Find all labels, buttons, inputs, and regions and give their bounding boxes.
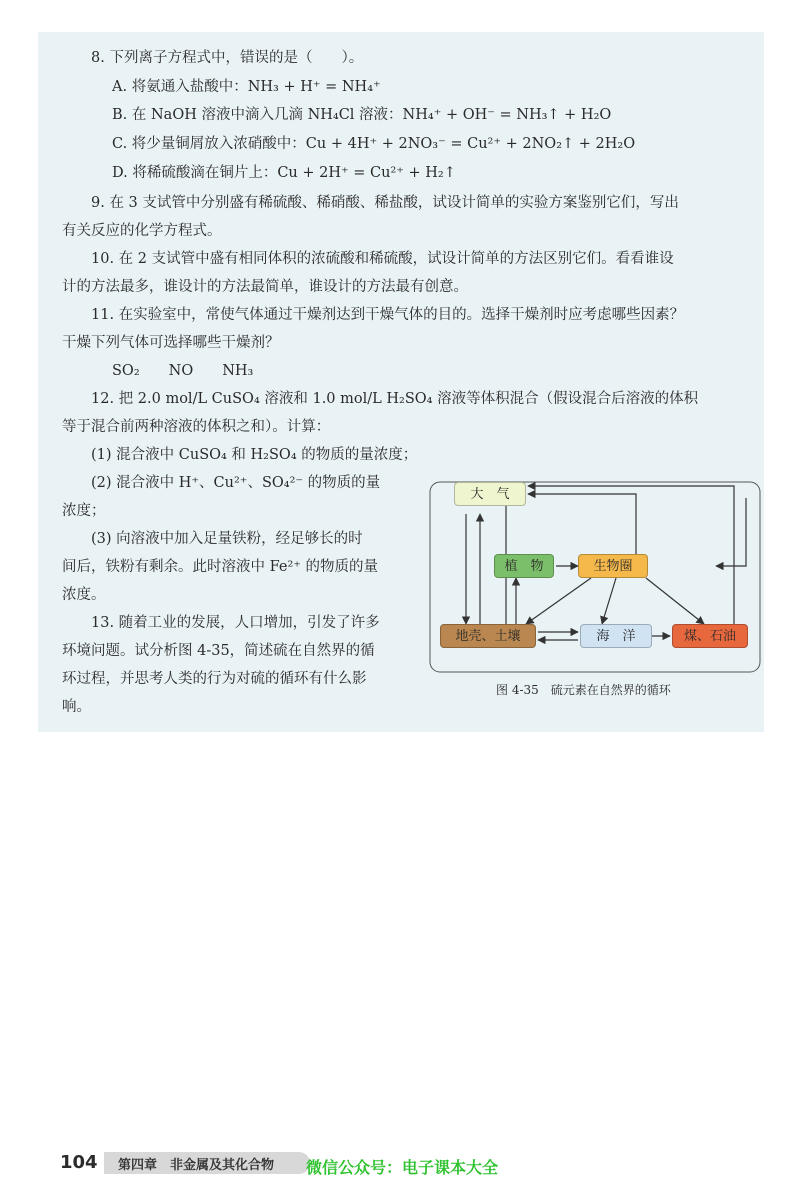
q13-line4: 响。 (62, 699, 91, 715)
q13-line3: 环过程，并思考人类的行为对硫的循环有什么影 (62, 671, 367, 687)
q13-line1: 13. 随着工业的发展，人口增加，引发了许多 (91, 615, 380, 631)
q8-option-d: D. 将稀硫酸滴在铜片上：Cu + 2H⁺ = Cu²⁺ + H₂↑ (112, 165, 456, 181)
arrow-bio-to-atm (528, 494, 636, 554)
q9-line2: 有关反应的化学方程式。 (62, 223, 222, 239)
arrow-bio-to-ocean (602, 578, 616, 624)
q12-part3c: 浓度。 (62, 587, 106, 603)
q10-line1: 10. 在 2 支试管中盛有相同体积的浓硫酸和稀硫酸，试设计简单的方法区别它们。看看谁设 (91, 251, 674, 267)
q12-part3b: 间后，铁粉有剩余。此时溶液中 Fe²⁺ 的物质的量 (62, 559, 379, 575)
q12-part3a: (3) 向溶液中加入足量铁粉，经足够长的时 (91, 531, 363, 547)
q12-part1: (1) 混合液中 CuSO₄ 和 H₂SO₄ 的物质的量浓度； (91, 447, 418, 463)
q8-option-a: A. 将氨通入盐酸中：NH₃ + H⁺ = NH₄⁺ (112, 79, 381, 95)
node-atmosphere: 大 气 (454, 482, 526, 506)
chapter-title: 第四章 非金属及其化合物 (118, 1158, 275, 1173)
q13-line2: 环境问题。试分析图 4-35，简述硫在自然界的循 (62, 643, 375, 659)
q12-part2a: (2) 混合液中 H⁺、Cu²⁺、SO₄²⁻ 的物质的量 (91, 475, 381, 491)
node-coal-oil: 煤、石油 (672, 624, 748, 648)
page-number: 104 (60, 1152, 98, 1173)
arrow-bio-to-coal (646, 578, 704, 624)
watermark: 微信公众号：电子课本大全 (306, 1158, 499, 1177)
figure-caption: 图 4-35 硫元素在自然界的循环 (496, 683, 671, 697)
q12-part2b: 浓度； (62, 503, 106, 519)
q12-line1: 12. 把 2.0 mol/L CuSO₄ 溶液和 1.0 mol/L H₂SO₄ 溶液等体积混合（假设混合后溶液的体积 (91, 391, 699, 407)
q8-option-b: B. 在 NaOH 溶液中滴入几滴 NH₄Cl 溶液：NH₄⁺ + OH⁻ = NH₃↑ + H₂O (112, 107, 612, 123)
q9-line1: 9. 在 3 支试管中分别盛有稀硫酸、稀硝酸、稀盐酸，试设计简单的实验方案鉴别它们，写出 (91, 195, 679, 211)
q8-option-c: C. 将少量铜屑放入浓硝酸中：Cu + 4H⁺ + 2NO₃⁻ = Cu²⁺ + 2NO₂↑ + 2H₂O (112, 136, 636, 152)
q11-gases: SO₂ NO NH₃ (112, 363, 254, 379)
q12-line2: 等于混合前两种溶液的体积之和）。计算： (62, 419, 331, 435)
q10-line2: 计的方法最多，谁设计的方法最简单，谁设计的方法最有创意。 (62, 279, 468, 295)
q11-line2: 干燥下列气体可选择哪些干燥剂？ (62, 335, 280, 351)
q11-line1: 11. 在实验室中，常使气体通过干燥剂达到干燥气体的目的。选择干燥剂时应考虑哪些因素？ (91, 307, 685, 323)
node-crust-soil: 地壳、土壤 (440, 624, 536, 648)
arrow-right-loop (716, 498, 746, 566)
arrow-bio-to-crust (526, 578, 591, 624)
sulfur-cycle-diagram (426, 478, 766, 674)
node-ocean: 海 洋 (580, 624, 652, 648)
node-biosphere: 生物圈 (578, 554, 648, 578)
node-plants: 植 物 (494, 554, 554, 578)
q8-stem: 8. 下列离子方程式中，错误的是（ ）。 (91, 50, 364, 66)
